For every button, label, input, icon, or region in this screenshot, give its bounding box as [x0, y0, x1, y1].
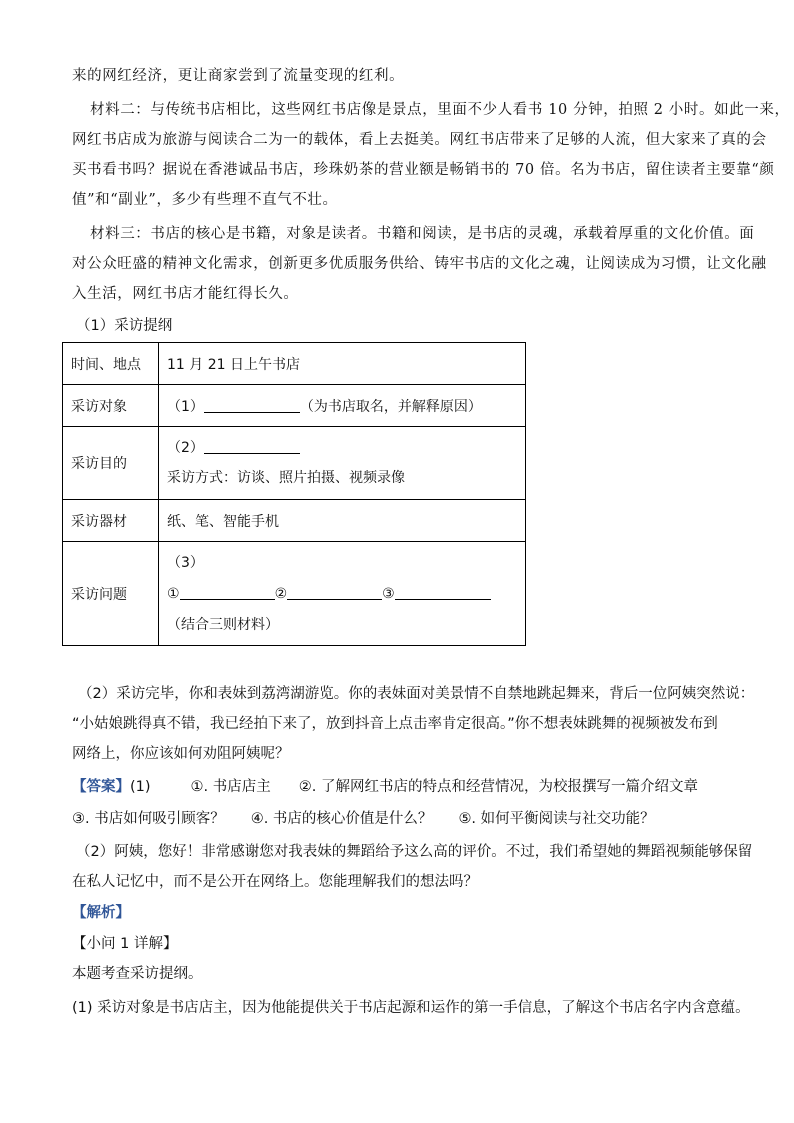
blank-1-prefix: （1） [167, 398, 204, 415]
table-row [63, 542, 526, 646]
blank-1-suffix: （为书店取名，并解释原因） [299, 398, 482, 415]
answer-1-prefix: (1) [130, 779, 151, 795]
circle-1: ① [167, 585, 180, 602]
q1-title: （1）采访提纲 [76, 318, 173, 334]
label-interviewee: 采访对象 [63, 385, 159, 427]
value-purpose [159, 427, 526, 500]
table-row [63, 343, 526, 385]
label-purpose: 采访目的 [63, 427, 159, 500]
question-blank-1[interactable] [180, 585, 275, 600]
question-blank-3[interactable] [395, 585, 491, 600]
value-equipment: 纸、笔、智能手机 [159, 500, 526, 542]
blank-1-line[interactable] [204, 398, 300, 413]
q2-line-2: “小姑娘跳得真不错，我已经拍下来了，放到抖音上点击率肯定很高。”你不想表妹跳舞的视频被发布到 [72, 716, 718, 732]
blank-3-prefix: （3） [167, 554, 204, 571]
answer-1-item-3: ③. 书店如何吸引顾客？ [72, 811, 225, 827]
label-equipment: 采访器材 [63, 500, 159, 542]
label-questions: 采访问题 [63, 542, 159, 646]
question-blank-2[interactable] [287, 585, 382, 600]
blank-2-line[interactable] [204, 439, 300, 454]
table-row [63, 385, 526, 427]
analysis-tag: 【解析】 [72, 905, 130, 921]
answer-1-item-2: ②. 了解网红书店的特点和经营情况，为校报撰写一篇介绍文章 [298, 779, 698, 795]
answer-line-1 [72, 777, 732, 797]
material3-line-3: 入生活，网红书店才能红得长久。 [72, 286, 299, 302]
answer-1-item-1: ①. 书店店主 [190, 779, 271, 795]
questions-note: （结合三则材料） [167, 616, 279, 633]
analysis-desc: 本题考查采访提纲。 [72, 966, 203, 982]
analysis-p1: (1) 采访对象是书店店主，因为他能提供关于书店起源和运作的第一手信息，了解这个书店名字内含意蕴。 [72, 1000, 750, 1016]
answer-1-item-5: ⑤. 如何平衡阅读与社交功能？ [458, 811, 655, 827]
material2-line-2: 网红书店成为旅游与阅读合二为一的载体，看上去挺美。网红书店带来了足够的人流，但大家来了真的会 [72, 132, 767, 148]
subquestion-1-heading: 【小问 1 详解】 [72, 936, 178, 952]
circle-2: ② [274, 585, 288, 602]
answer-line-2 [72, 809, 732, 829]
label-time-place: 时间、地点 [63, 343, 159, 385]
table-row [63, 500, 526, 542]
material2-line-4: 值”和“副业”，多少有些理不直气不壮。 [72, 192, 338, 208]
blank-2-prefix: （2） [167, 440, 204, 456]
material3-line-2: 对公众旺盛的精神文化需求，创新更多优质服务供给、铸牢书店的文化之魂，让阅读成为习惯，让文化融 [72, 256, 767, 272]
answer-2-line-1: （2）阿姨，您好！非常感谢您对我表妹的舞蹈给予这么高的评价。不过，我们希望她的舞蹈视频能够保留 [76, 844, 753, 860]
value-time-place: 11 月 21 日上午书店 [159, 343, 526, 385]
material2-line-3: 买书看书吗？据说在香港诚品书店，珍珠奶茶的营业额是畅销书的 70 倍。名为书店，留住读者主要靠“颜 [72, 162, 775, 178]
value-interviewee [159, 385, 526, 427]
q2-line-3: 网络上，你应该如何劝阻阿姨呢？ [72, 746, 290, 762]
table-row [63, 427, 526, 500]
material2-line-1: 材料二：与传统书店相比，这些网红书店像是景点，里面不少人看书 10 分钟，拍照 2 小时。如此一来， [90, 102, 790, 118]
value-questions [159, 542, 526, 646]
interview-method: 采访方式：访谈、照片拍摄、视频录像 [167, 470, 405, 486]
interview-outline-table [62, 342, 526, 646]
material3-line-1: 材料三：书店的核心是书籍，对象是读者。书籍和阅读，是书店的灵魂，承载着厚重的文化价值。面 [90, 226, 755, 242]
intro-tail: 来的网红经济，更让商家尝到了流量变现的红利。 [72, 68, 405, 84]
answer-tag: 【答案】 [72, 779, 130, 795]
answer-1-item-4: ④. 书店的核心价值是什么？ [250, 811, 433, 827]
circle-3: ③ [382, 585, 395, 602]
answer-2-line-2: 在私人记忆中，而不是公开在网络上。您能理解我们的想法吗？ [72, 874, 478, 890]
q2-line-1: （2）采访完毕，你和表妹到荔湾湖游览。你的表妹面对美景情不自禁地跳起舞来，背后一位阿姨突然说： [78, 686, 755, 702]
